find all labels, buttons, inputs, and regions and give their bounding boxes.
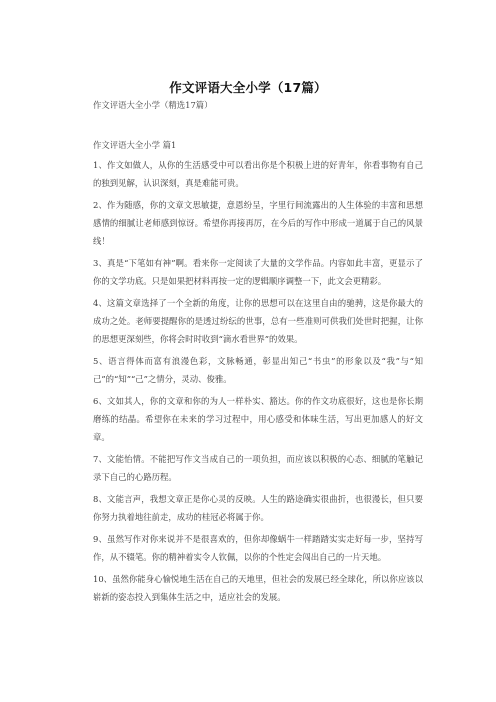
paragraph: 1、作文如做人，从你的生活感受中可以看出你是个积极上进的好青年，你看事物有自己的独到见解，认识深刻，真是难能可贵。: [93, 160, 423, 188]
paragraph: 3、真是“下笔如有神”啊。看来你一定阅读了大量的文学作品。内容如此丰富，更显示了你的文学功底。只是如果把材料再按一定的逻辑顺序调整一下，此文会更精彩。: [93, 258, 423, 286]
paragraph: 2、作为随感，你的文章文思敏捷，意恩纷呈，字里行间流露出的人生体验的丰富和思想感情的细腻让老师感到惊讶。希望你再接再厉，在今后的写作中形成一道属于自己的风景线！: [93, 200, 423, 246]
section-heading: 作文评语大全小学 篇1: [93, 140, 177, 150]
paragraph: 7、文能怡情。不能把写作文当成自己的一项负担，而应该以积极的心态、细腻的笔触记录下自己的心路历程。: [93, 454, 423, 482]
paragraph: 8、文能言声，我想文章正是你心灵的反映。人生的路途确实很曲折，也很漫长，但只要你努力执着地往前走，成功的桂冠必将属于你。: [93, 494, 423, 522]
paragraph: 5、语言得体而富有浪漫色彩，文脉畅通，彰显出知己“书虫”的形象以及“我”与“知己”的“知”“己”之情分，灵动、俊雅。: [93, 356, 423, 384]
document-title: 作文评语大全小学（17篇）: [169, 80, 327, 95]
paragraph: 9、虽然写作对你来说并不是很喜欢的，但你却像蜗牛一样踏踏实实走好每一步，坚持写作，从不辍笔。你的精神着实令人钦佩，以你的个性定会闯出自己的一片天地。: [93, 534, 423, 562]
paragraph: 10、虽然你能身心愉悦地生活在自己的天地里，但社会的发展已经全球化，所以你应该以崭新的姿态投入到集体生活之中，适应社会的发展。: [93, 574, 423, 602]
document-subtitle: 作文评语大全小学（精选17篇）: [93, 100, 213, 110]
paragraph-list: [93, 156, 423, 610]
paragraph: 6、文如其人，你的文章和你的为人一样朴实、豁达。你的作文功底很好，这也是你长期磨练的结晶。希望你在未来的学习过程中，用心感受和体味生活，写出更加感人的好文章。: [93, 396, 423, 442]
paragraph: 4、这篇文章选择了一个全新的角度，让你的思想可以在这里自由的驰骋，这是你最大的成功之处。老师要提醒你的是透过纷纭的世事，总有一些准则可供我们处世时把握，让你的思想更深刻些，你将会时时收到“滴水看世界”的效果。: [93, 298, 423, 344]
